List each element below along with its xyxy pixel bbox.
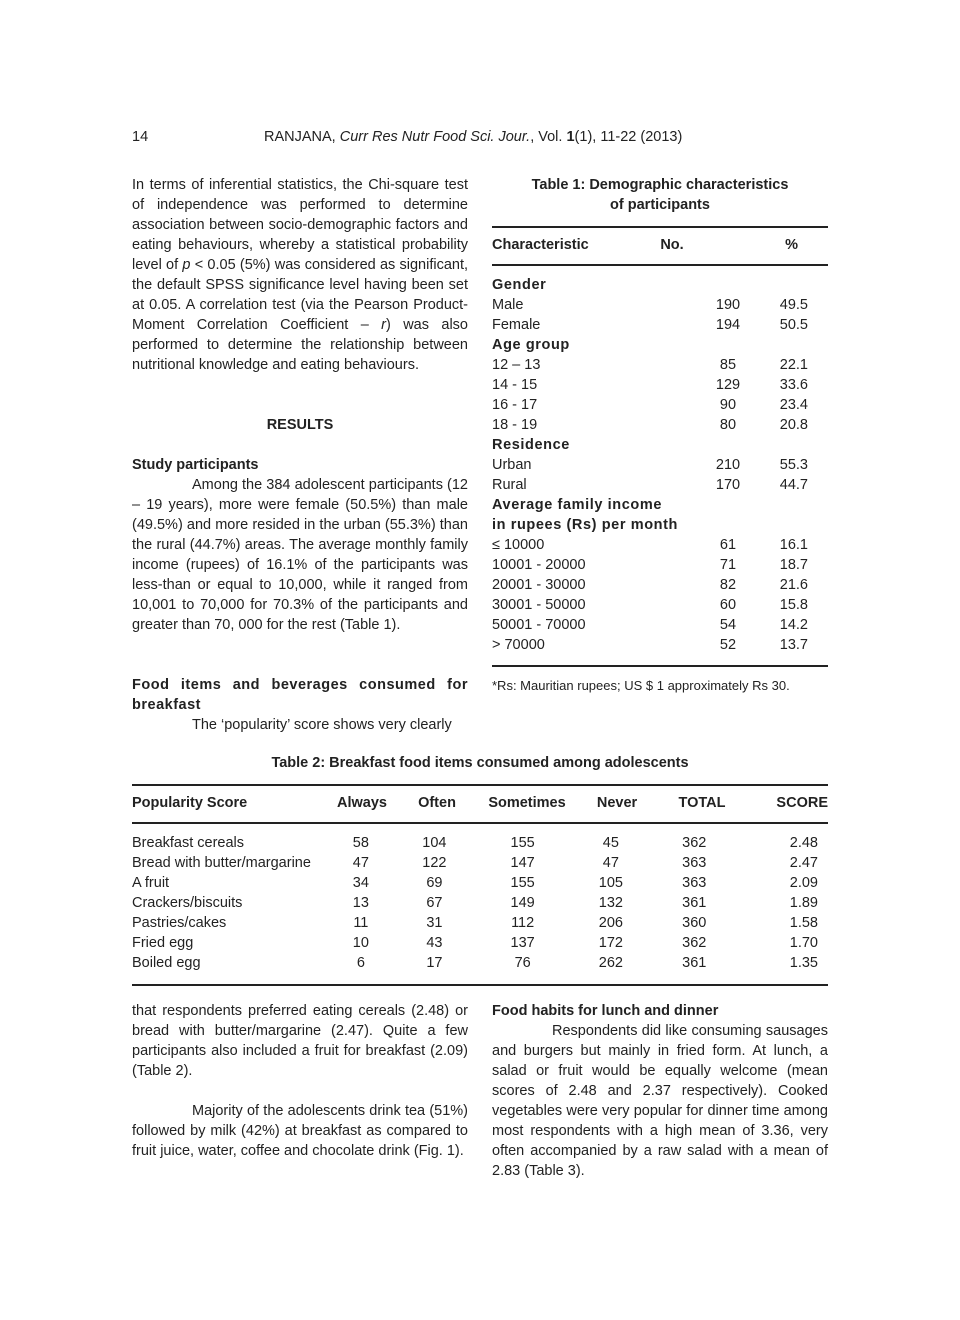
breakfast-paragraph: The ‘popularity’ score shows very clearly [192, 717, 452, 733]
table2-row [132, 873, 828, 893]
results-heading: RESULTS [266, 417, 334, 433]
table2-body [132, 833, 828, 973]
table1-cell-pct: 13.7 [779, 637, 808, 653]
table2-cell-value: 122 [422, 855, 447, 871]
table2-header-rule [132, 822, 828, 824]
table2-cell-value: 2.47 [789, 855, 818, 871]
header-vol-suffix: (1), 11-22 (2013) [574, 129, 683, 145]
methods-text-c: ) was also performed to determine the relationship between nutritional knowledge and eating behaviours. [132, 317, 468, 373]
table2-cell-value: 10 [352, 935, 369, 951]
table2-cell-value: 2.48 [789, 835, 818, 851]
table2-cell-value: 155 [510, 835, 535, 851]
table1-cell-no: 71 [719, 557, 737, 573]
table1-cell-no: 170 [715, 477, 741, 493]
methods-p-symbol: p [182, 257, 191, 273]
table1-cell-no [678, 275, 778, 295]
table2-cell-value: 132 [598, 895, 623, 911]
table1-cell-no: 54 [719, 617, 737, 633]
table1-cell-label: Gender [492, 277, 547, 293]
table2-cell-value: 105 [598, 875, 623, 891]
table2-header-cell: Always [337, 795, 387, 811]
table1-cell-pct: 23.4 [779, 397, 808, 413]
header-vol-prefix: , Vol. [530, 129, 567, 145]
table2-cell-value: 155 [510, 875, 535, 891]
breakfast-results-paragraph: that respondents preferred eating cereals (2.48) or bread with butter/margarine (2.47). Quite a few participants also included a fruit for breakfast (2.09) (Table 2). [132, 1003, 468, 1079]
table2-cell-value: 11 [353, 915, 369, 931]
table1-cell-label: 10001 - 20000 [492, 557, 586, 573]
table2-row [132, 953, 828, 973]
table1-row [492, 355, 828, 375]
table2-row [132, 853, 828, 873]
table1-row [492, 535, 828, 555]
table1-cell-no: 210 [715, 457, 741, 473]
table2-header-cell: Never [596, 795, 638, 811]
table1-cell-label: > 70000 [492, 637, 545, 653]
table1-cell-pct: 18.7 [779, 557, 808, 573]
table1-cell-no [678, 335, 778, 355]
table1-title-line2: of participants [610, 197, 710, 213]
table1-row [492, 575, 828, 595]
table1-row [492, 455, 828, 475]
table2-cell-value: 361 [682, 955, 707, 971]
table2-cell-value: 31 [426, 915, 443, 931]
table1-cell-no: 61 [719, 537, 737, 553]
table1-group-row [492, 275, 828, 295]
methods-text-b: < 0.05 (5%) was considered as significant, the default SPSS significance level having been set at 0.05. A correlation test (via the Pearson Product-Moment Correlation Coefficient – [132, 257, 469, 333]
table1-cell-label: 16 - 17 [492, 397, 538, 413]
table1-cell-label: Residence [492, 437, 570, 453]
table1-cell-pct: 33.6 [779, 377, 808, 393]
table1-cell-no [678, 435, 778, 455]
table1-cell-pct: 16.1 [779, 537, 808, 553]
table1-body [492, 275, 828, 655]
table1-row [492, 615, 828, 635]
table2-cell-value: 361 [682, 895, 707, 911]
table1-cell-label: 30001 - 50000 [492, 597, 586, 613]
table2-cell-value: 2.09 [789, 875, 818, 891]
table1-header-no: No. [660, 237, 684, 253]
table1-group-row [492, 335, 828, 355]
table2-cell-value: 45 [602, 835, 619, 851]
table2-cell-value: 112 [511, 915, 535, 931]
table1-cell-pct: 22.1 [779, 357, 808, 373]
table2-cell-item: Fried egg [132, 935, 194, 951]
table2-cell-value: 363 [682, 855, 707, 871]
table1-cell-pct: 55.3 [779, 457, 808, 473]
table1-cell-pct [778, 435, 828, 455]
table2-cell-value: 147 [510, 855, 535, 871]
table2-cell-value: 149 [510, 895, 535, 911]
table2-cell-value: 76 [514, 955, 531, 971]
header-vol-num: 1 [566, 129, 575, 145]
table1-cell-pct: 15.8 [779, 597, 808, 613]
table1-cell-pct [778, 275, 828, 295]
lunch-dinner-paragraph: Respondents did like consuming sausages and burgers but mainly in fried form. At lunch, a salad or fruit would be equally welcome (mean scores of 2.48 and 2.37 respectively). Cooked vegetables were very popular for dinner time among most respondents with a high mean of 3.36, very often accompanied by a raw salad with a mean of 2.83 (Table 3). [492, 1023, 828, 1179]
table2-cell-value: 104 [422, 835, 447, 851]
table1-group-row [492, 515, 828, 535]
table1-cell-label: 18 - 19 [492, 417, 538, 433]
table2-cell-value: 206 [598, 915, 623, 931]
table1-cell-no: 60 [719, 597, 737, 613]
table1-cell-label: Average family income [492, 497, 663, 513]
table1-cell-no: 194 [715, 317, 741, 333]
table2-cell-item: Pastries/cakes [132, 915, 227, 931]
table1-cell-label: 12 – 13 [492, 357, 541, 373]
table1-row [492, 315, 828, 335]
table2-header-cell: TOTAL [678, 795, 726, 811]
table2-cell-value: 43 [426, 935, 443, 951]
table2-cell-value: 69 [426, 875, 443, 891]
table1-header-characteristic: Characteristic [492, 237, 589, 253]
table2-cell-item: A fruit [132, 875, 170, 891]
table1-row [492, 635, 828, 655]
table2-cell-value: 58 [352, 835, 369, 851]
methods-r-symbol: r [381, 317, 386, 333]
page-number: 14 [132, 129, 149, 145]
table1-header-pct: % [785, 237, 798, 253]
header-author: RANJANA, [264, 129, 340, 145]
table2-cell-value: 67 [426, 895, 443, 911]
table2-cell-value: 172 [598, 935, 623, 951]
table1-footnote: *Rs: Mauritian rupees; US $ 1 approximately Rs 30. [492, 678, 790, 693]
table1-group-row [492, 495, 828, 515]
table1-top-rule [492, 226, 828, 228]
table1-cell-pct: 14.2 [779, 617, 808, 633]
table2-header-cell: Sometimes [488, 795, 566, 811]
table1-cell-pct: 44.7 [779, 477, 808, 493]
table2-cell-value: 362 [682, 835, 707, 851]
table1-row [492, 395, 828, 415]
table2-cell-value: 1.35 [789, 955, 818, 971]
table1-row [492, 475, 828, 495]
study-participants-paragraph: Among the 384 adolescent participants (12 – 19 years), more were female (50.5%) than male (49.5%) and more resided in the urban (55.3%) than the rural (44.7%) areas. The average monthly family income (rupees) of 16.1% of the participants was less-than or equal to 10,000, while it ranged from 10,001 to 70,000 for 70.3% of the participants and greater than 70, 000 for the rest (Table 1). [132, 477, 468, 633]
table2-cell-value: 13 [352, 895, 369, 911]
table1-header-rule [492, 264, 828, 266]
table1-cell-label: 14 - 15 [492, 377, 538, 393]
table2-cell-value: 360 [682, 915, 707, 931]
running-header [264, 129, 682, 145]
table1-cell-label: 50001 - 70000 [492, 617, 586, 633]
table1-cell-no: 90 [719, 397, 737, 413]
table2-cell-value: 17 [426, 955, 443, 971]
table2-cell-value: 34 [352, 875, 369, 891]
table2-header-cell: Popularity Score [132, 795, 248, 811]
table2-cell-value: 363 [682, 875, 707, 891]
table1-row [492, 595, 828, 615]
table1-cell-label: Male [492, 297, 524, 313]
table1-row [492, 375, 828, 395]
table1-cell-label: Female [492, 317, 541, 333]
table1-cell-label: Rural [492, 477, 527, 493]
table1-cell-no: 80 [719, 417, 737, 433]
methods-paragraph [132, 175, 468, 375]
table2-cell-value: 262 [598, 955, 623, 971]
table2-cell-item: Crackers/biscuits [132, 895, 243, 911]
table1-cell-label: 20001 - 30000 [492, 577, 586, 593]
table1-bottom-rule [492, 665, 828, 667]
study-participants-heading: Study participants [132, 457, 259, 473]
table1-cell-pct: 20.8 [779, 417, 808, 433]
table2-header-cell: SCORE [776, 795, 828, 811]
table1-cell-pct: 21.6 [779, 577, 808, 593]
table2-cell-item: Bread with butter/margarine [132, 855, 311, 871]
table1-cell-pct [778, 335, 828, 355]
methods-text-a: In terms of inferential statistics, the Chi-square test of independence was performed to determine association between socio-demographic factors and eating behaviours, whereby a statistical probability level of [132, 177, 468, 273]
table2-row [132, 913, 828, 933]
table1-cell-pct: 49.5 [779, 297, 808, 313]
table1-cell-pct: 50.5 [779, 317, 808, 333]
table1-cell-no: 52 [719, 637, 737, 653]
table1-row [492, 415, 828, 435]
table1-header [492, 235, 828, 255]
table2-cell-value: 362 [682, 935, 707, 951]
table2-header [132, 793, 828, 813]
table1-cell-no: 85 [719, 357, 737, 373]
table1-cell-no [678, 515, 778, 535]
table1-title-line1: Table 1: Demographic characteristics [531, 177, 789, 193]
lunch-dinner-heading: Food habits for lunch and dinner [492, 1003, 719, 1019]
table2-top-rule [132, 784, 828, 786]
header-journal: Curr Res Nutr Food Sci. Jour. [339, 129, 531, 145]
table1-row [492, 295, 828, 315]
table2-row [132, 933, 828, 953]
table2-cell-value: 47 [602, 855, 619, 871]
table2-cell-value: 137 [510, 935, 535, 951]
table1-group-row [492, 435, 828, 455]
table1-cell-label: Urban [492, 457, 532, 473]
table1-cell-pct [778, 515, 828, 535]
table2-cell-value: 47 [352, 855, 369, 871]
table1-cell-label: Age group [492, 337, 570, 353]
table1-cell-no: 190 [715, 297, 741, 313]
table2-row [132, 893, 828, 913]
table2-cell-value: 1.58 [789, 915, 818, 931]
table1-cell-no [678, 495, 778, 515]
table1-row [492, 555, 828, 575]
table2-cell-value: 6 [356, 955, 365, 971]
table1-cell-no: 82 [719, 577, 737, 593]
table2-bottom-rule [132, 984, 828, 986]
table2-row [132, 833, 828, 853]
table2-cell-value: 1.89 [789, 895, 818, 911]
table2-cell-value: 1.70 [789, 935, 818, 951]
table1-cell-pct [778, 495, 828, 515]
beverages-paragraph: Majority of the adolescents drink tea (51%) followed by milk (42%) at breakfast as compared to fruit juice, water, coffee and chocolate drink (Fig. 1). [132, 1103, 468, 1159]
table2-header-cell: Often [418, 795, 456, 811]
breakfast-heading: Food items and beverages consumed for breakfast [132, 677, 468, 713]
table1-cell-no: 129 [715, 377, 741, 393]
table2-cell-item: Boiled egg [132, 955, 201, 971]
table2-cell-item: Breakfast cereals [132, 835, 245, 851]
table1-cell-label: ≤ 10000 [492, 537, 545, 553]
table1-cell-label: in rupees (Rs) per month [492, 517, 678, 533]
table1-title [492, 175, 828, 215]
table2-title: Table 2: Breakfast food items consumed among adolescents [271, 755, 689, 771]
